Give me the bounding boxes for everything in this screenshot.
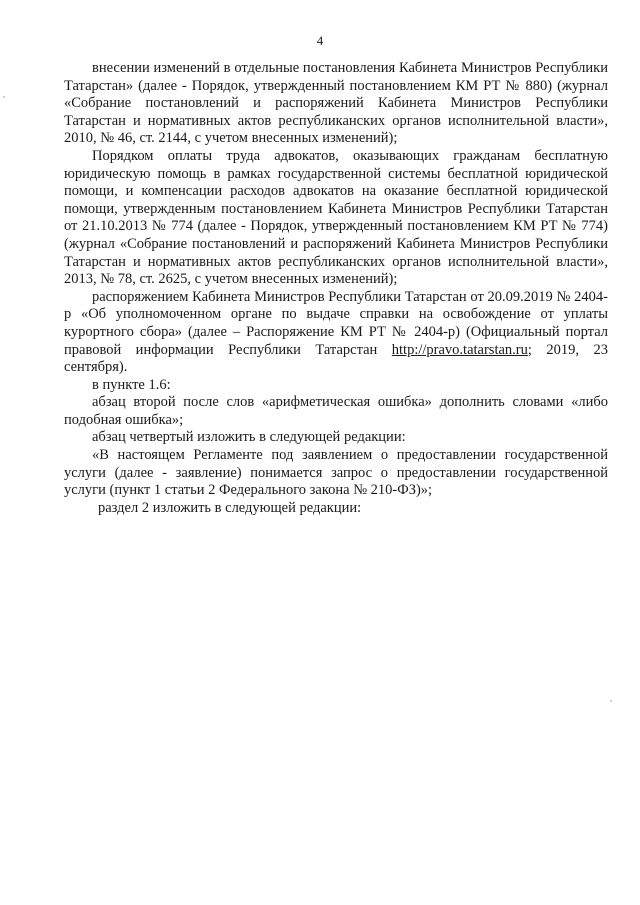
scan-artifact	[610, 700, 612, 702]
paragraph-clause-1-6: в пункте 1.6:	[92, 376, 171, 393]
order-2404-r-text: распоряжением Кабинета Министров Республики Татарстан от 20.09.2019 № 2404-р «Об уполномоченном органе по выдаче справки на освобождение от уплаты курортного сбора» (далее – Распоряжение КМ РТ № 2404-р) (Официальный портал правовой информации Республики Татарстан	[64, 288, 608, 358]
paragraph-fourth-indent-amendment: абзац четвертый изложить в следующей редакции:	[92, 429, 406, 446]
page-number: 4	[316, 33, 324, 48]
paragraph-section-2-new-wording: раздел 2 изложить в следующей редакции:	[98, 499, 362, 516]
order-2404-r-publication: ; 2019, 23 сентября).	[64, 341, 608, 376]
paragraph-order-2404-r	[64, 289, 608, 377]
paragraph-advocates-payment-procedure: Порядком оплаты труда адвокатов, оказывающих гражданам бесплатную юридическую помощь в рамках государственной системы бесплатной юридической помощи, и компенсации расходов адвокатов на оказание бесплатной юридической помощи, утвержденным постановлением Кабинета Министров Республики Татарстан от 21.10.2013 № 774 (далее - Порядок, утвержденный постановлением КМ РТ № 774) (журнал «Собрание постановлений и распоряжений Кабинета Министров Республики Татарстан и нормативных актов республиканских органов исполнительной власти», 2013, № 78, ст. 2625, с учетом внесенных изменений);	[64, 147, 608, 288]
document-body	[64, 60, 608, 517]
scan-artifact	[3, 96, 5, 98]
pravo-tatarstan-link[interactable]: http://pravo.tatarstan.ru	[391, 341, 528, 358]
paragraph-second-indent-amendment: абзац второй после слов «арифметическая ошибка» дополнить словами «либо подобная ошибка»;	[64, 394, 608, 428]
paragraph-application-definition: «В настоящем Регламенте под заявлением о предоставлении государственной услуги (далее - заявление) понимается запрос о предоставлении государственной услуги (пункт 1 статьи 2 Федерального закона № 210-ФЗ)»;	[64, 447, 608, 499]
paragraph-procedure-880-continuation: внесении изменений в отдельные постановления Кабинета Министров Республики Татарстан» (далее - Порядок, утвержденный постановлением КМ РТ № 880) (журнал «Собрание постановлений и распоряжений Кабинета Министров Республики Татарстан и нормативных актов республиканских органов исполнительной власти», 2010, № 46, ст. 2144, с учетом внесенных изменений);	[64, 60, 608, 147]
